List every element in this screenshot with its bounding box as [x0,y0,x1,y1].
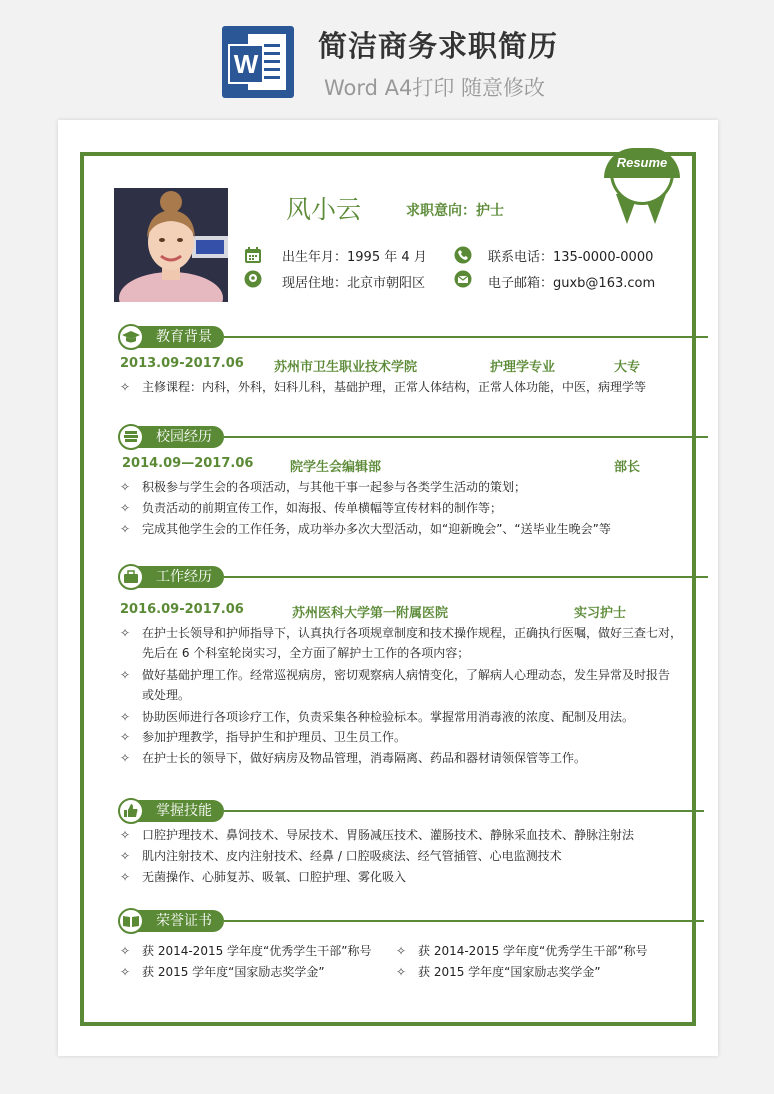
education-school: 苏州市卫生职业技术学院 [274,360,418,375]
thumbs-up-icon [118,798,144,824]
list-item: ✧ 做好基础护理工作。经常巡视病房，密切观察病人病情变化，了解病人心理动态，发生异常及时报告 [120,668,671,682]
work-org: 苏州医科大学第一附属医院 [292,606,449,621]
honors-pill [120,910,224,932]
honors-title: 荣誉证书 [156,913,212,929]
list-item: ✧ 口腔护理技术、鼻饲技术、导尿技术、胃肠减压技术、灌肠技术、静脉采血技术、静脉注射法 [120,828,635,842]
list-item: ✧ 负责活动的前期宣传工作，如海报、传单横幅等宣传材料的制作等； [120,501,503,515]
list-item: ✧ 获 2014-2015 学年度“优秀学生干部”称号 [120,944,372,958]
resume-badge [604,148,680,230]
list-item: ✧ 在护士长领导和护师指导下，认真执行各项规章制度和技术操作规程，正确执行医嘱，做好三查七对， [120,626,683,640]
list-item: ✧ 积极参与学生会的各项活动，与其他干事一起参与各类学生活动的策划； [120,480,527,494]
skills-divider [224,810,704,812]
education-major: 护理学专业 [490,360,556,375]
list-item-continued: 或处理。 [142,688,191,702]
education-date: 2013.09-2017.06 [120,356,244,371]
education-divider [224,336,708,338]
campus-role: 部长 [614,460,641,475]
education-pill [120,326,224,348]
address: 现居住地：北京市朝阳区 [282,276,426,291]
word-logo-letter: W [228,44,264,84]
list-item: ✧ 获 2014-2015 学年度“优秀学生干部”称号 [396,944,648,958]
education-degree: 大专 [614,360,641,375]
location-pin-icon [244,270,262,288]
phone-icon [454,246,472,264]
page-header [0,0,774,112]
campus-divider [224,436,708,438]
work-title: 工作经历 [156,569,212,585]
graduation-cap-icon [118,324,144,350]
job-intent: 求职意向：护士 [406,203,504,219]
list-item: ✧ 获 2015 学年度“国家励志奖学金” [396,965,601,979]
badge-label: Resume [604,148,680,178]
word-logo-icon [222,26,294,98]
work-role: 实习护士 [574,606,627,621]
candidate-name: 风小云 [286,195,362,224]
education-title: 教育背景 [156,329,212,345]
briefcase-icon [118,564,144,590]
list-item: ✧ 肌内注射技术、皮内注射技术、经鼻 / 口腔吸痰法、经气管插管、心电监测技术 [120,849,562,863]
list-item: ✧ 协助医师进行各项诊疗工作，负责采集各种检验标本。掌握常用消毒液的浓度、配制及用法。 [120,710,635,724]
honors-divider [224,920,704,922]
campus-title: 校园经历 [156,429,212,445]
work-pill [120,566,224,588]
campus-org: 院学生会编辑部 [290,460,382,475]
skills-pill [120,800,224,822]
email-icon [454,270,472,288]
resume-paper [58,120,718,1056]
header-subtitle: Word A4打印 随意修改 [324,76,546,100]
list-item: ✧ 主修课程：内科，外科，妇科儿科，基础护理，正常人体结构，正常人体功能，中医，病理学等 [120,380,647,394]
work-divider [224,576,708,578]
campus-pill [120,426,224,448]
open-book-icon [118,908,144,934]
skills-title: 掌握技能 [156,803,212,819]
list-item: ✧ 无菌操作、心肺复苏、吸氧、口腔护理、雾化吸入 [120,870,407,884]
list-item: ✧ 完成其他学生会的工作任务，成功举办多次大型活动，如“迎新晚会”、“送毕业生晚会”等 [120,522,611,536]
list-item: ✧ 在护士长的领导下，做好病房及物品管理，消毒隔离、药品和器材请领保管等工作。 [120,751,587,765]
calendar-icon [244,246,262,264]
birth-date: 出生年月：1995 年 4 月 [282,250,427,265]
list-item-continued: 先后在 6 个科室轮岗实习，全方面了解护士工作的各项内容； [142,646,470,660]
phone-number: 联系电话：135-0000-0000 [488,250,654,265]
header-title: 简洁商务求职简历 [318,29,559,63]
books-icon [118,424,144,450]
profile-photo [114,188,228,302]
email-address: 电子邮箱：guxb@163.com [488,276,656,291]
work-date: 2016.09-2017.06 [120,602,244,617]
list-item: ✧ 参加护理教学，指导护生和护理员、卫生员工作。 [120,730,407,744]
list-item: ✧ 获 2015 学年度“国家励志奖学金” [120,965,325,979]
campus-date: 2014.09—2017.06 [122,456,254,471]
